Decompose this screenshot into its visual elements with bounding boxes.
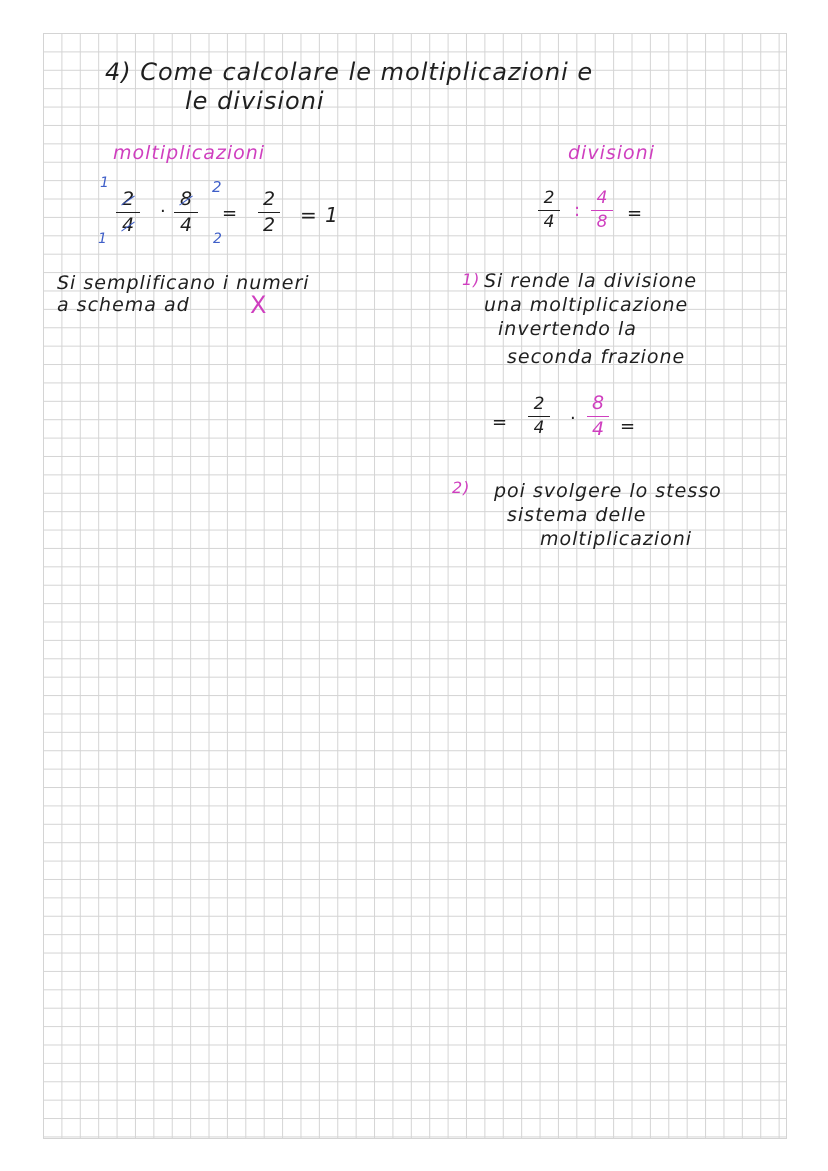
numerator: 8	[179, 188, 193, 210]
numerator: 2	[533, 394, 545, 414]
multiplication-note: Si semplificano i numeri	[57, 272, 310, 294]
fraction	[116, 190, 140, 235]
equals-sign: =	[222, 203, 238, 224]
page-title-line2: le divisioni	[185, 87, 325, 115]
multiply-dot: ·	[160, 201, 166, 222]
equals-sign: =	[620, 416, 636, 437]
step-1-text: Si rende la divisione	[484, 270, 698, 292]
step-1-text-line3: invertendo la	[498, 318, 637, 340]
cross-mark: X	[250, 291, 268, 319]
grid-paper	[43, 33, 787, 1139]
step-1-number: 1)	[462, 270, 481, 289]
page-title: 4) Come calcolare le moltiplicazioni e	[105, 58, 594, 86]
step-1-text-line2: una moltiplicazione	[484, 294, 689, 316]
equals-sign: =	[492, 412, 508, 433]
step-2-text-line3: moltiplicazioni	[540, 528, 693, 550]
multiplication-note-line2: a schema ad	[57, 294, 190, 316]
fraction	[174, 190, 198, 235]
numerator: 8	[591, 392, 605, 414]
equals-sign: =	[627, 203, 643, 224]
multiplication-heading: moltiplicazioni	[113, 142, 266, 164]
fraction	[538, 190, 560, 231]
denominator: 4	[543, 212, 555, 232]
fraction	[587, 394, 609, 439]
numerator: 2	[543, 188, 555, 208]
divide-colon: :	[574, 200, 581, 221]
denominator: 2	[262, 214, 276, 236]
step-1-text-line4: seconda frazione	[507, 346, 686, 368]
step-2-text: poi svolgere lo stesso	[494, 480, 722, 502]
denominator: 4	[591, 418, 605, 440]
multiply-dot: ·	[570, 408, 576, 429]
numerator: 4	[596, 188, 608, 208]
reduced-mark: 1	[100, 175, 110, 191]
fraction	[528, 396, 550, 437]
fraction	[591, 190, 613, 231]
step-2-number: 2)	[452, 478, 471, 497]
reduced-mark: 2	[213, 231, 223, 247]
division-heading: divisioni	[568, 142, 655, 164]
fraction	[258, 190, 280, 235]
reduced-mark: 2	[212, 178, 223, 196]
result: = 1	[300, 203, 339, 227]
denominator: 4	[179, 214, 193, 236]
reduced-mark: 1	[98, 231, 108, 247]
denominator: 8	[596, 212, 608, 232]
numerator: 2	[121, 188, 135, 210]
numerator: 2	[262, 188, 276, 210]
denominator: 4	[533, 418, 545, 438]
denominator: 4	[121, 214, 135, 236]
step-2-text-line2: sistema delle	[507, 504, 647, 526]
